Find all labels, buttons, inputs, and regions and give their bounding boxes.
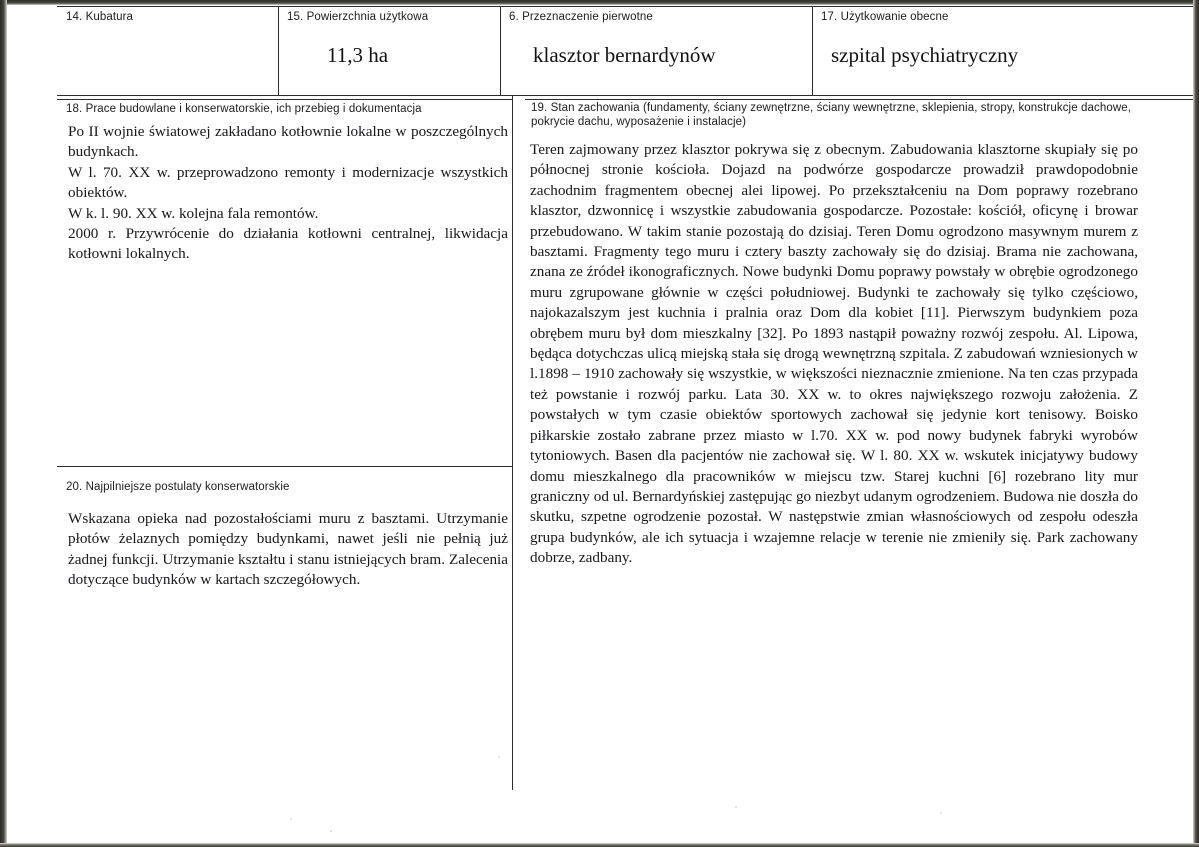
table-rule-row1-bottom xyxy=(57,95,1193,96)
section-18-line-1: Po II wojnie światowej zakładano kotłownie lokalne w poszczególnych budynkach. xyxy=(68,123,508,161)
section-19-paragraph: Teren zajmowany przez klasztor pokrywa się z obecnym. Zabudowania klasztorne skupiały się po północnej stronie kościoła. Dojazd na podwórze gospodarcze prowadził prawdopodobnie zachodnim fragmentem obecnej alei lipowej. Po przekształceniu na Dom poprawy rozebrano klasztor, dzwonnicę i wszystkie zabudowania gospodarcze. Pozostałe: kościół, oficynę i browar przebudowano. W takim stanie pozostają do dzisiaj. Teren Domu ogrodzono masywnym murem z basztami. Fragmenty tego muru i cztery baszty zachowały się do dzisiaj. Brama nie zachowana, znana ze źródeł ikonograficznych. Nowe budynki Domu poprawy powstały w obrębie ogrodzonego muru zgrupowane głównie w części południowej. Budynki te zachowały się tylko częściowo, najokazalszym jest kuchnia i pralnia oraz Dom dla kobiet [11]. Pierwszym budynkiem poza obrębem muru był dom mieszkalny [32]. Po 1893 nastąpił poważny rozwój zespołu. Al. Lipowa, będąca dotychczas ulicą miejską stała się drogą wewnętrzną szpitala. Z zabudowań wzniesionych w l.1898 – 1910 zachowały się wszystkie, w większości nieznacznie zmienione. Na ten czas przypada też powstanie i rozwój parku. Lata 30. XX w. to okres największego rozwoju założenia. Z powstałych w tym czasie obiektów sportowych zachował się jedynie kort tenisowy. Boisko piłkarskie zostało zabrane przez miasto w l.70. XX w. pod nowy budynek fabryki wyrobów tytoniowych. Basen dla pacjentów nie zachował się. W l. 80. XX w. wskutek inicjatywy budowy domu mieszkalnego dla pracowników w miejscu tzw. Starej kuchni [6] rozebrano lity mur graniczny od ul. Bernardyńskiej zastępując go niezbyt udanym ogrodzeniem. Budowa nie doszła do skutku, szpetne ogrodzenie pozostał. W następstwie zmian własnościowych od zespołu odeszła grupa budynków, ale ich sytuacja i wzajemne relacje w terenie nie zmieniły się. Park zachowany dobrze, zadbany. xyxy=(530,141,1138,567)
section-18-line-4: 2000 r. Przywrócenie do działania kotłowni centralnej, likwidacja kotłowni lokalnych. xyxy=(68,225,508,263)
table-divider-15-6 xyxy=(500,6,501,95)
section-20-rule xyxy=(57,466,512,467)
scan-speckle xyxy=(940,812,942,814)
section-19-rule xyxy=(525,99,1193,100)
scan-speckle xyxy=(290,818,292,820)
scan-speckle xyxy=(498,756,500,758)
section-20-paragraph: Wskazana opieka nad pozostałościami muru z basztami. Utrzymanie płotów żelaznych pomiędzy budynkami, nawet jeśli nie pełnią już żadnej funkcji. Utrzymanie kształtu i stanu istniejących bram. Zalecenia dotyczące budynków w kartach szczegółowych. xyxy=(68,510,508,589)
field-6-value: klasztor bernardynów xyxy=(533,43,716,67)
main-column-divider xyxy=(512,95,513,790)
table-rule-top xyxy=(57,6,1193,7)
section-18-line-2: W l. 70. XX w. przeprowadzono remonty i modernizacje wszystkich obiektów. xyxy=(68,163,508,202)
field-15-caption: 15. Powierzchnia użytkowa xyxy=(287,11,429,23)
scan-shadow-right xyxy=(1193,0,1199,847)
field-15-value: 11,3 ha xyxy=(327,43,389,67)
section-20-caption: 20. Najpilniejsze postulaty konserwatorskie xyxy=(66,481,290,493)
scan-shadow-left xyxy=(0,0,7,847)
scan-speckle xyxy=(330,830,332,832)
section-18-caption: 18. Prace budowlane i konserwatorskie, ich przebieg i dokumentacja xyxy=(66,103,422,115)
table-divider-14-15 xyxy=(278,6,279,95)
section-19-body xyxy=(530,140,1138,569)
field-6-caption: 6. Przeznaczenie pierwotne xyxy=(509,11,653,23)
field-17-caption: 17. Użytkowanie obecne xyxy=(821,11,949,23)
section-18-line-3: W k. l. 90. XX w. kolejna fala remontów. xyxy=(68,204,319,222)
section-18-body xyxy=(68,122,508,265)
table-divider-6-17 xyxy=(812,6,813,95)
field-17-value: szpital psychiatryczny xyxy=(831,43,1019,67)
section-19-caption: 19. Stan zachowania (fundamenty, ściany zewnętrzne, ściany wewnętrzne, sklepienia, stropy, konstrukcje dachowe, pokrycie dachu, wyposażenie i instalacje) xyxy=(531,102,1132,128)
scan-shadow-bottom xyxy=(0,843,1199,847)
field-14-caption: 14. Kubatura xyxy=(66,11,134,23)
section-18-rule xyxy=(57,99,512,100)
scan-speckle xyxy=(735,806,737,808)
section-20-body xyxy=(68,509,508,591)
scan-shadow-top xyxy=(0,0,1199,5)
